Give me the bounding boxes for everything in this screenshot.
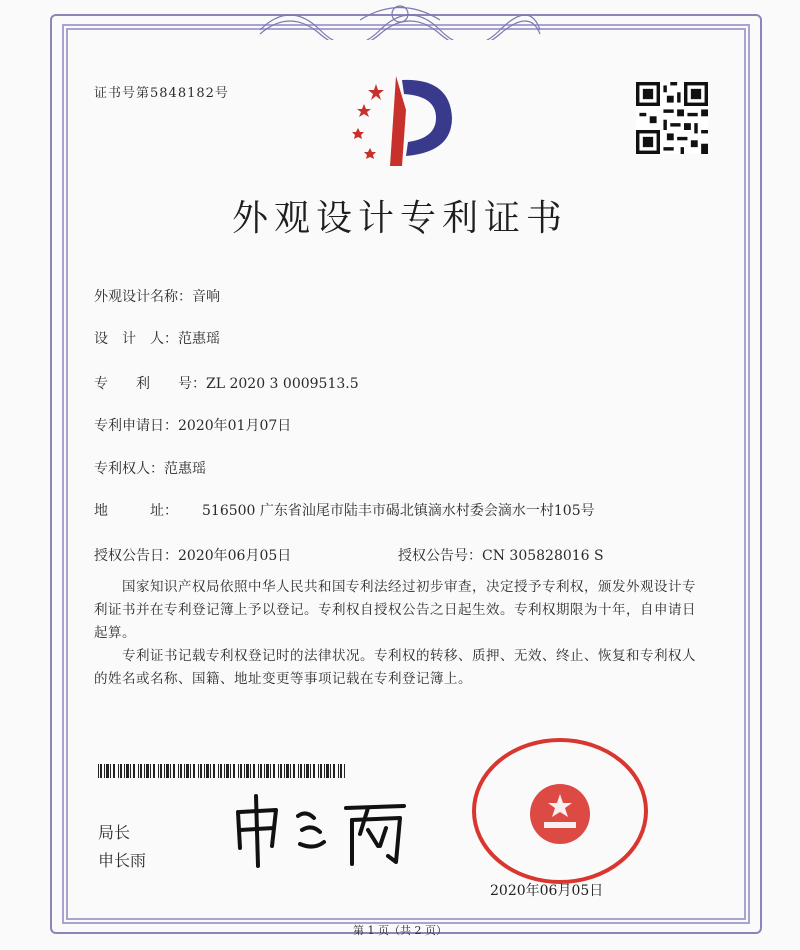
qr-code-icon	[636, 82, 708, 154]
address-row	[94, 500, 178, 520]
cnipa-logo-icon	[340, 70, 460, 170]
certificate-title: 外观设计专利证书	[231, 198, 568, 239]
patentee-value: 范惠瑶	[164, 461, 206, 477]
filing-date-value: 2020年01月07日	[178, 418, 292, 434]
designer-label: 设 计 人：	[94, 331, 178, 347]
signatory-name: 申长雨	[98, 851, 147, 870]
grant-number-row	[398, 545, 604, 565]
address-label: 地 址：	[94, 503, 178, 519]
patentee-label: 专利权人：	[94, 461, 164, 477]
seal-date: 2020年06月05日	[490, 883, 604, 899]
filing-date-row	[94, 415, 291, 435]
design-name-row	[94, 286, 220, 306]
address-value: 516500 广东省汕尾市陆丰市碣北镇滴水村委会滴水一村105号	[202, 503, 595, 519]
designer-value: 范惠瑶	[178, 331, 220, 347]
design-name-label: 外观设计名称：	[94, 289, 192, 305]
grant-number-value: CN 305828016 S	[482, 548, 604, 564]
border-ornament	[250, 0, 550, 40]
patent-number-label: 专 利 号：	[94, 376, 206, 392]
grant-date-label: 授权公告日：	[94, 548, 178, 564]
certificate-number: 证书号第5848182号	[94, 86, 229, 101]
patent-number-value: ZL 2020 3 0009513.5	[206, 376, 359, 392]
patent-number-row	[94, 373, 359, 393]
design-name-value: 音响	[192, 289, 220, 305]
handwritten-signature	[228, 790, 418, 870]
patentee-row	[94, 458, 206, 478]
filing-date-label: 专利申请日：	[94, 418, 178, 434]
designer-row	[94, 328, 220, 348]
signatory-title: 局长	[98, 823, 131, 842]
grant-date-value: 2020年06月05日	[178, 548, 292, 564]
grant-number-label: 授权公告号：	[398, 548, 482, 564]
grant-date-row	[94, 545, 291, 565]
page-number: 第 1 页（共 2 页）	[353, 924, 447, 937]
barcode-icon	[98, 764, 348, 778]
legal-status-paragraph: 专利证书记载专利权登记时的法律状况。专利权的转移、质押、无效、终止、恢复和专利权人的姓名或名称、国籍、地址变更等事项记载在专利登记簿上。	[94, 648, 696, 687]
official-seal-icon	[470, 736, 650, 886]
grant-paragraph: 国家知识产权局依照中华人民共和国专利法经过初步审查，决定授予专利权，颁发外观设计专利证书并在专利登记簿上予以登记。专利权自授权公告之日起生效。专利权期限为十年，自申请日起算。	[94, 579, 696, 641]
